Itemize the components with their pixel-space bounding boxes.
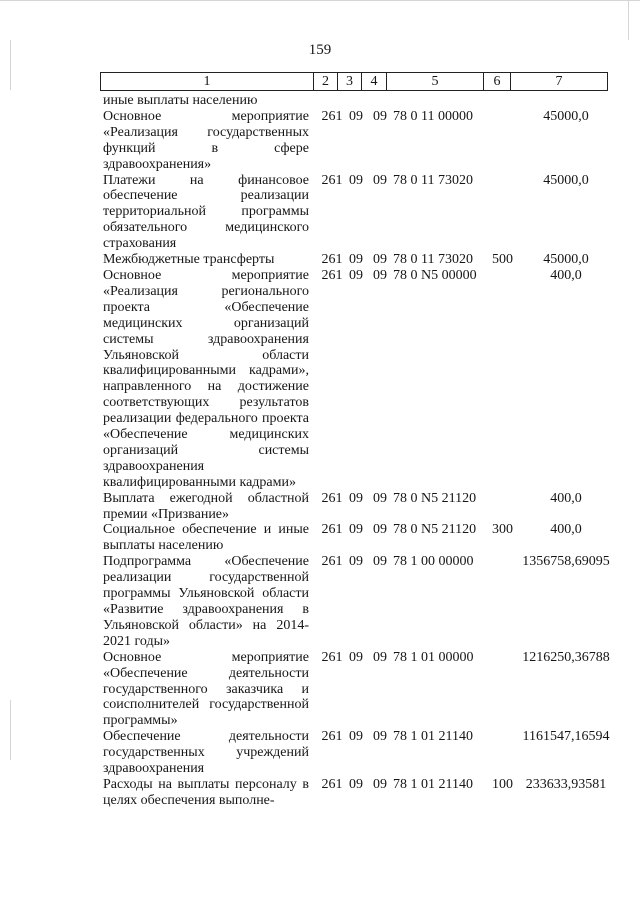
scan-edge-mark xyxy=(628,0,629,40)
subsection-code: 09 xyxy=(373,172,387,188)
row-description: Подпрограмма «Обеспечение реализации государственной программы Ульяновской области «Развитие здравоохранения в Ульяновской области» на 2014-2021 годы» xyxy=(103,554,309,649)
table-row xyxy=(0,777,640,809)
ministry-code: 261 xyxy=(321,267,343,283)
expense-type-code: 100 xyxy=(492,776,513,792)
row-description: Расходы на выплаты персоналу в целях обеспечения выполне- xyxy=(103,776,309,808)
amount: 1161547,16594 xyxy=(522,729,610,745)
target-article-code: 78 0 N5 21120 xyxy=(393,490,477,506)
table-row xyxy=(0,650,640,730)
header-col-4: 4 xyxy=(362,73,387,91)
section-code: 09 xyxy=(349,729,363,745)
budget-table-body xyxy=(0,93,640,809)
ministry-code: 261 xyxy=(321,776,343,792)
section-code: 09 xyxy=(349,267,363,283)
table-row xyxy=(0,554,640,649)
target-article-code: 78 0 11 73020 xyxy=(393,252,473,268)
table-row xyxy=(0,109,640,173)
amount: 400,0 xyxy=(550,522,582,538)
header-col-5: 5 xyxy=(387,73,484,91)
section-code: 09 xyxy=(349,649,363,665)
row-description: Выплата ежегодной областной премии «Призвание» xyxy=(103,490,309,522)
row-description: Основное мероприятие «Обеспечение деятельности государственного заказчика и соисполнителей государственной программы» xyxy=(103,649,309,729)
header-col-1: 1 xyxy=(101,73,314,91)
section-code: 09 xyxy=(349,252,363,268)
ministry-code: 261 xyxy=(321,554,343,570)
ministry-code: 261 xyxy=(321,108,343,124)
section-code: 09 xyxy=(349,108,363,124)
table-row xyxy=(0,268,640,491)
expense-type-code: 300 xyxy=(492,522,513,538)
table-header xyxy=(100,72,608,91)
row-description: Обеспечение деятельности государственных учреждений здравоохранения xyxy=(103,729,309,777)
subsection-code: 09 xyxy=(373,649,387,665)
header-col-3: 3 xyxy=(338,73,362,91)
subsection-code: 09 xyxy=(373,729,387,745)
header-col-7: 7 xyxy=(511,73,608,91)
expense-type-code: 500 xyxy=(492,252,513,268)
subsection-code: 09 xyxy=(373,490,387,506)
ministry-code: 261 xyxy=(321,252,343,268)
target-article-code: 78 1 01 21140 xyxy=(393,776,473,792)
row-description: Социальное обеспечение и иные выплаты населению xyxy=(103,522,309,554)
amount: 400,0 xyxy=(550,267,582,283)
ministry-code: 261 xyxy=(321,729,343,745)
table-row xyxy=(0,93,640,109)
header-col-6: 6 xyxy=(484,73,511,91)
header-col-2: 2 xyxy=(314,73,338,91)
subsection-code: 09 xyxy=(373,554,387,570)
target-article-code: 78 1 01 00000 xyxy=(393,649,474,665)
target-article-code: 78 0 11 73020 xyxy=(393,172,473,188)
row-description: Межбюджетные трансферты xyxy=(103,252,275,268)
row-description: иные выплаты населению xyxy=(103,93,258,108)
section-code: 09 xyxy=(349,776,363,792)
amount: 45000,0 xyxy=(543,252,589,268)
subsection-code: 09 xyxy=(373,522,387,538)
section-code: 09 xyxy=(349,522,363,538)
table-row xyxy=(0,173,640,253)
section-code: 09 xyxy=(349,172,363,188)
table-row xyxy=(0,522,640,554)
row-description: Основное мероприятие «Реализация государственных функций в сфере здравоохранения» xyxy=(103,108,309,172)
amount: 233633,93581 xyxy=(525,776,607,792)
target-article-code: 78 0 N5 21120 xyxy=(393,522,477,538)
row-description: Основное мероприятие «Реализация регионального проекта «Обеспечение медицинских организаций системы здравоохранения Ульяновской области квалифицированными кадрами», направленного на достижение соответствующих результатов реализации федерального проекта «Обеспечение медицинских организаций системы здравоохранения квалифицированными кадрами» xyxy=(103,267,309,490)
ministry-code: 261 xyxy=(321,649,343,665)
target-article-code: 78 0 11 00000 xyxy=(393,108,473,124)
scan-edge-mark xyxy=(0,0,640,1)
table-row xyxy=(0,729,640,777)
subsection-code: 09 xyxy=(373,108,387,124)
amount: 400,0 xyxy=(550,490,582,506)
ministry-code: 261 xyxy=(321,490,343,506)
subsection-code: 09 xyxy=(373,776,387,792)
table-row xyxy=(0,252,640,268)
subsection-code: 09 xyxy=(373,252,387,268)
amount: 1356758,69095 xyxy=(522,554,610,570)
amount: 45000,0 xyxy=(543,108,589,124)
ministry-code: 261 xyxy=(321,172,343,188)
amount: 45000,0 xyxy=(543,172,589,188)
section-code: 09 xyxy=(349,490,363,506)
page-number: 159 xyxy=(308,42,332,58)
section-code: 09 xyxy=(349,554,363,570)
row-description: Платежи на финансовое обеспечение реализации территориальной программы обязательного медицинского страхования xyxy=(103,172,309,252)
table-row xyxy=(0,491,640,523)
ministry-code: 261 xyxy=(321,522,343,538)
target-article-code: 78 1 00 00000 xyxy=(393,554,474,570)
target-article-code: 78 1 01 21140 xyxy=(393,729,473,745)
amount: 1216250,36788 xyxy=(522,649,610,665)
target-article-code: 78 0 N5 00000 xyxy=(393,267,477,283)
subsection-code: 09 xyxy=(373,267,387,283)
